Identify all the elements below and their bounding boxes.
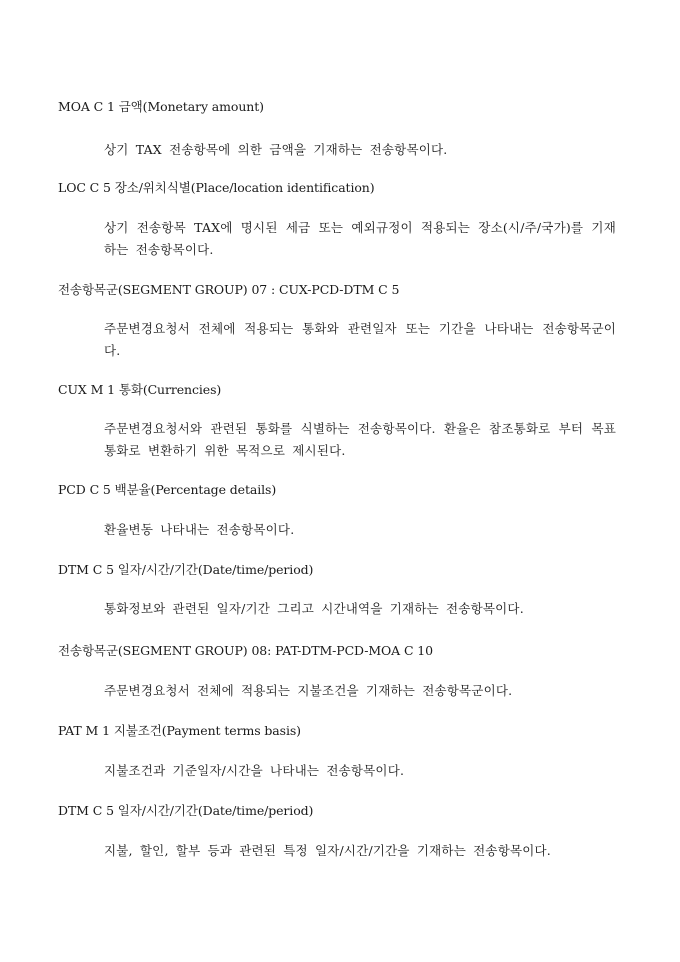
section-heading-moa: MOA C 1 금액(Monetary amount) [58, 99, 264, 114]
section-heading-dtm-payment: DTM C 5 일자/시간/기간(Date/time/period) [58, 803, 314, 818]
section-heading-pat: PAT M 1 지불조건(Payment terms basis) [58, 723, 301, 738]
section-description-dtm-currency: 통화정보와 관련된 일자/기간 그리고 시간내역을 기재하는 전송항목이다. [104, 601, 524, 616]
section-heading-pcd: PCD C 5 백분율(Percentage details) [58, 482, 277, 497]
section-description-segment-group-07: 주문변경요청서 전체에 적용되는 통화와 관련일자 또는 기간을 나타내는 전송항목군이다. [104, 321, 616, 358]
section-heading-cux: CUX M 1 통화(Currencies) [58, 382, 222, 397]
section-description-moa: 상기 TAX 전송항목에 의한 금액을 기재하는 전송항목이다. [104, 142, 448, 157]
section-heading-segment-group-07: 전송항목군(SEGMENT GROUP) 07 : CUX-PCD-DTM C 5 [58, 282, 400, 297]
section-description-pat: 지불조건과 기준일자/시간을 나타내는 전송항목이다. [104, 763, 405, 778]
section-description-cux: 주문변경요청서와 관련된 통화를 식별하는 전송항목이다. 환율은 참조통화로 부터 목표통화로 변환하기 위한 목적으로 제시된다. [104, 421, 616, 458]
section-description-loc: 상기 전송항목 TAX에 명시된 세금 또는 예외규정이 적용되는 장소(시/주/국가)를 기재하는 전송항목이다. [104, 220, 616, 257]
section-heading-segment-group-08: 전송항목군(SEGMENT GROUP) 08: PAT-DTM-PCD-MOA C 10 [58, 643, 434, 658]
section-description-segment-group-08: 주문변경요청서 전체에 적용되는 지불조건을 기재하는 전송항목군이다. [104, 683, 513, 698]
section-description-dtm-payment: 지불, 할인, 할부 등과 관련된 특정 일자/시간/기간을 기재하는 전송항목이다. [104, 843, 551, 858]
section-description-pcd: 환율변동 나타내는 전송항목이다. [104, 522, 295, 537]
section-heading-loc: LOC C 5 장소/위치식별(Place/location identification) [58, 180, 375, 195]
section-heading-dtm-currency: DTM C 5 일자/시간/기간(Date/time/period) [58, 562, 314, 577]
